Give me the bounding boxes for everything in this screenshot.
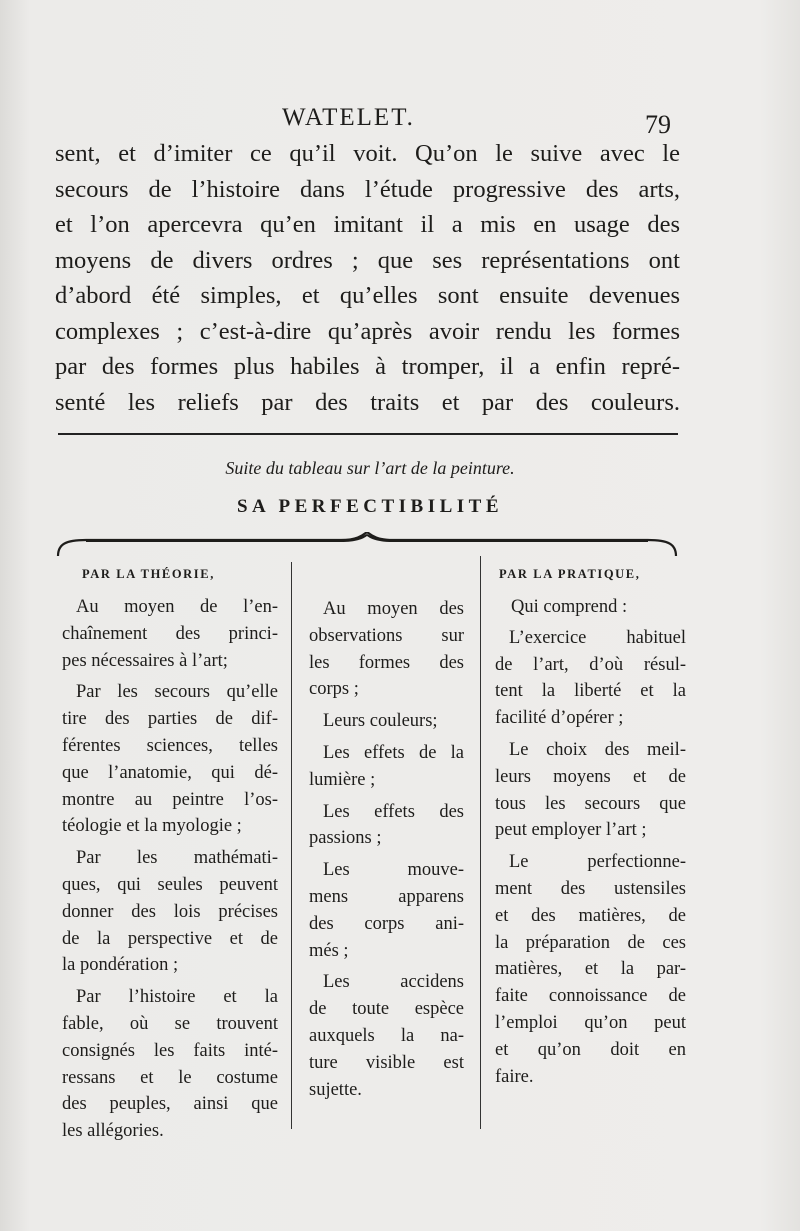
section-rule: [58, 433, 678, 435]
item-line: les allégories.: [62, 1121, 164, 1142]
item-line: téologie et la myologie ;: [62, 816, 242, 837]
item-line: Au moyen de l’en-: [76, 597, 278, 617]
item-line: tent la liberté et la: [495, 681, 686, 702]
table-heading: SA PERFECTIBILITÉ: [236, 496, 504, 517]
table-item: [495, 737, 686, 844]
item-line: des corps ani-: [309, 913, 464, 934]
item-line: leurs moyens et de: [495, 766, 686, 787]
column-divider: [480, 556, 481, 1129]
table-item: [62, 679, 278, 840]
table-item: [495, 625, 686, 732]
item-line: mens apparens: [309, 886, 464, 907]
item-line: tire des parties de dif-: [62, 709, 278, 730]
item-line: observations sur: [309, 625, 464, 646]
curly-brace-icon: [56, 532, 678, 560]
item-line: la préparation de ces: [495, 932, 686, 953]
item-line: matières, et la par-: [495, 959, 686, 980]
body-paragraph: [55, 136, 680, 420]
table-item: [309, 857, 464, 964]
item-line: la pondération ;: [62, 955, 179, 976]
item-line: lumière ;: [309, 769, 376, 790]
page-number: 79: [645, 110, 671, 139]
text-line: sent, et d’imiter ce qu’il voit. Qu’on le suive avec le: [55, 140, 680, 167]
item-line: sujette.: [309, 1079, 362, 1100]
item-line: passions ;: [309, 828, 382, 849]
item-line: et qu’on doit en: [495, 1039, 686, 1060]
item-line: de la perspective et de: [62, 928, 278, 949]
text-line: senté les reliefs par des traits et par des couleurs.: [55, 388, 680, 416]
column-divider: [291, 562, 292, 1129]
item-line: Leurs couleurs;: [323, 711, 438, 732]
table-item: [309, 799, 464, 853]
item-line: des peuples, ainsi que: [62, 1094, 278, 1115]
item-line: ture visible est: [309, 1052, 464, 1073]
text-line: complexes ; c’est-à-dire qu’après avoir rendu les formes: [55, 317, 680, 345]
table-item: [495, 849, 686, 1090]
item-line: Par les mathémati-: [76, 848, 278, 869]
item-line: ressans et le costume: [62, 1067, 278, 1088]
running-head: WATELET.: [282, 104, 415, 131]
item-line: Par l’histoire et la: [76, 987, 278, 1008]
item-line: ques, qui seules peuvent: [62, 874, 278, 895]
item-line: corps ;: [309, 679, 359, 700]
item-line: Les accidens: [323, 972, 464, 993]
table-item: [309, 969, 464, 1103]
item-line: de toute espèce: [309, 999, 464, 1020]
item-line: tous les secours que: [495, 793, 686, 814]
item-line: ment des ustensiles: [495, 878, 686, 899]
column-theory: [62, 566, 278, 1150]
item-line: Le choix des meil-: [509, 739, 686, 760]
table-item: [309, 708, 464, 735]
item-line: Le perfectionne-: [509, 852, 686, 873]
item-line: peut employer l’art ;: [495, 820, 647, 841]
text-line: et l’on apercevra qu’en imitant il a mis en usage des: [55, 211, 680, 238]
item-line: més ;: [309, 940, 349, 961]
item-line: Les effets de la: [323, 742, 464, 763]
item-line: et des matières, de: [495, 905, 686, 926]
item-line: facilité d’opérer ;: [495, 708, 624, 729]
item-line: l’emploi qu’on peut: [495, 1012, 686, 1033]
item-line: chaînement des princi-: [62, 623, 278, 644]
column-head: PAR LA PRATIQUE,: [499, 567, 641, 581]
table-item: [62, 984, 278, 1145]
item-line: Par les secours qu’elle: [76, 682, 278, 703]
item-line: montre au peintre l’os-: [62, 789, 278, 810]
text-line: par des formes plus habiles à tromper, il a enfin repré-: [55, 353, 680, 380]
table-item: [62, 845, 278, 979]
column-lead: Qui comprend :: [511, 597, 628, 617]
item-line: de l’art, d’où résul-: [495, 654, 686, 675]
item-line: Les mouve-: [323, 860, 464, 881]
item-line: férentes sciences, telles: [62, 735, 278, 756]
text-line: secours de l’histoire dans l’étude progressive des arts,: [55, 175, 680, 203]
column-observation: [309, 596, 464, 1108]
item-line: faite connoissance de: [495, 986, 686, 1007]
item-line: donner des lois précises: [62, 901, 278, 922]
column-head: PAR LA THÉORIE,: [82, 567, 215, 581]
text-line: moyens de divers ordres ; que ses représentations ont: [55, 246, 680, 274]
item-line: Au moyen des: [323, 599, 464, 619]
text-line: d’abord été simples, et qu’elles sont ensuite devenues: [55, 282, 680, 309]
item-line: pes nécessaires à l’art;: [62, 650, 228, 671]
item-line: les formes des: [309, 652, 464, 673]
item-line: auxquels la na-: [309, 1025, 464, 1046]
item-line: faire.: [495, 1066, 534, 1087]
table-item: [309, 596, 464, 703]
item-line: que l’anatomie, qui dé-: [62, 762, 278, 783]
table-caption: Suite du tableau sur l’art de la peinture.: [225, 458, 515, 478]
item-line: Les effets des: [323, 801, 464, 822]
item-line: consignés les faits inté-: [62, 1040, 278, 1061]
item-line: L’exercice habituel: [509, 627, 686, 648]
table-item: [62, 594, 278, 674]
item-line: fable, où se trouvent: [62, 1013, 278, 1034]
column-practice: [495, 566, 686, 1095]
table-item: [309, 740, 464, 794]
